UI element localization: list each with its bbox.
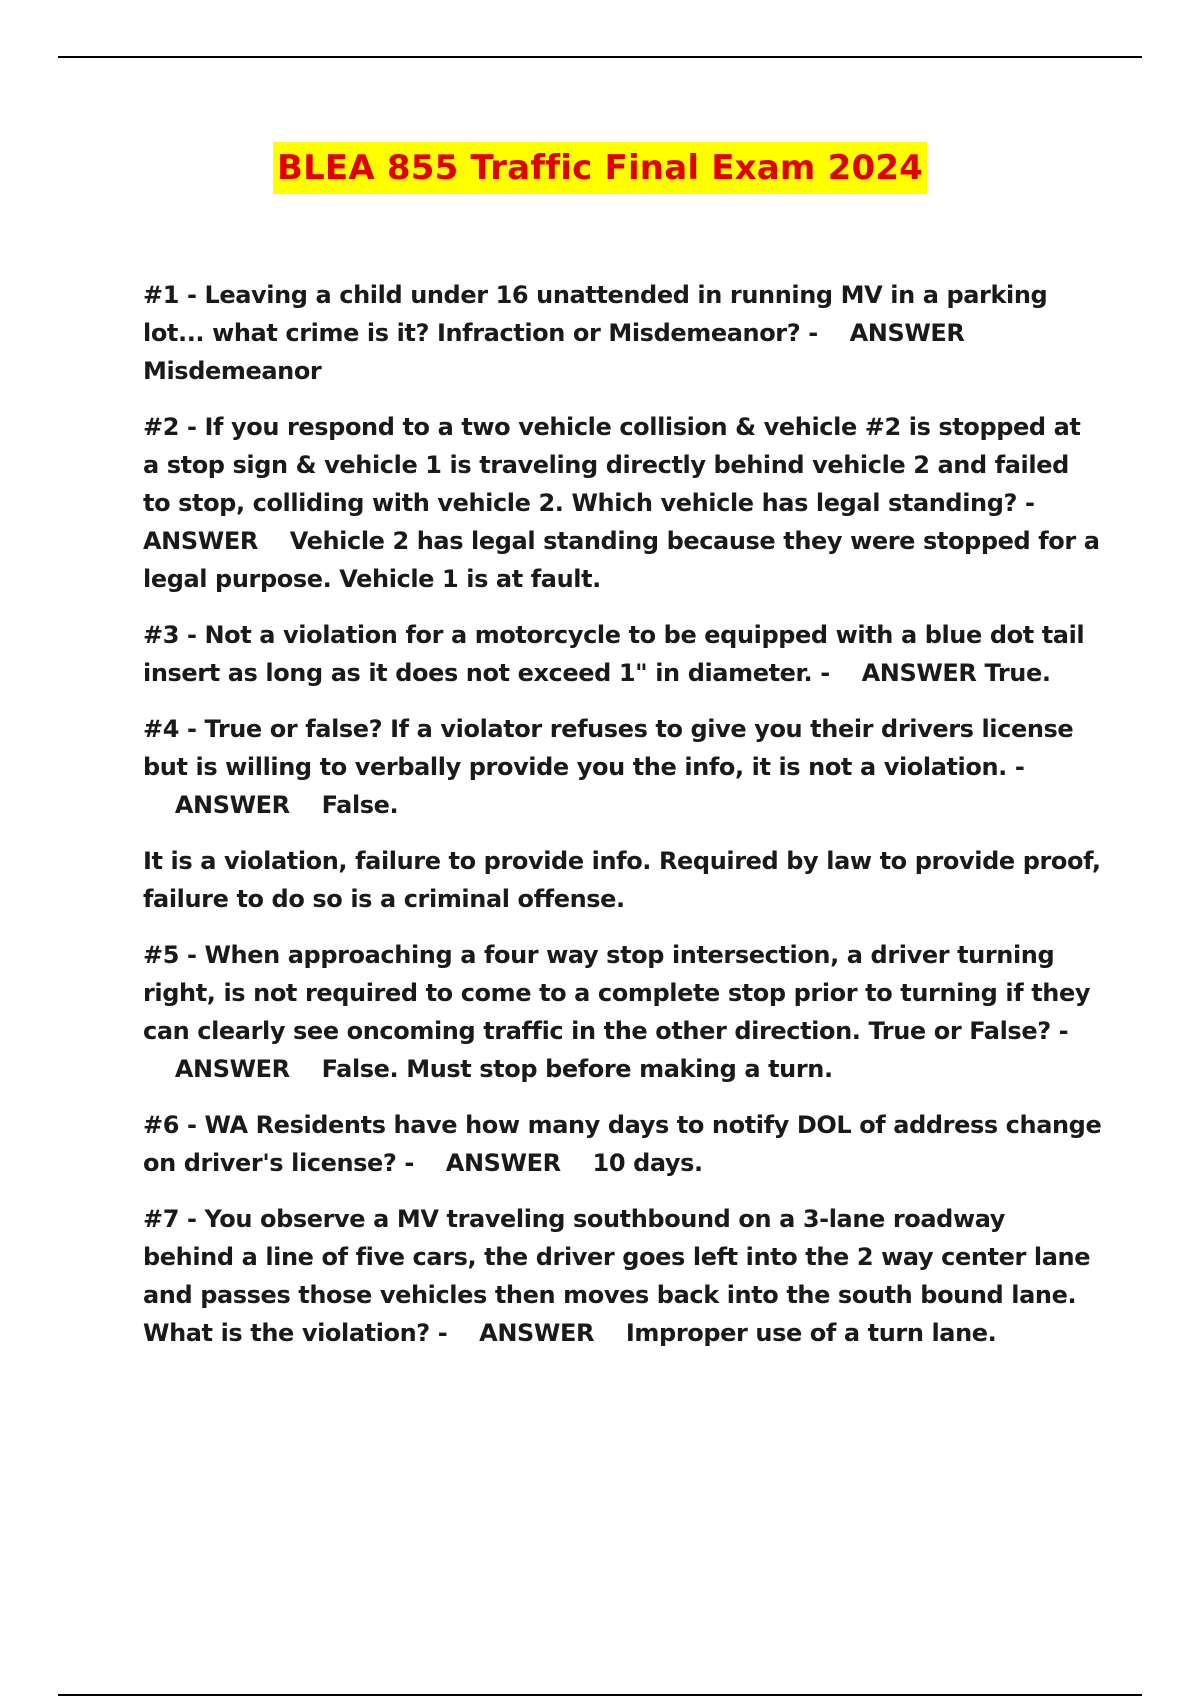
qa-item-5 (143, 936, 1103, 1088)
question-text: #6 - WA Residents have how many days to notify DOL of address change on driver's license? - (143, 1111, 1102, 1177)
answer-label: ANSWER (445, 1149, 561, 1177)
qa-item-1 (143, 276, 1103, 390)
qa-item-2 (143, 408, 1103, 598)
answer-label: ANSWER (174, 791, 290, 819)
question-text: #7 - You observe a MV traveling southbound on a 3-lane roadway behind a line of five cars, the driver goes left into the 2 way center lane and passes those vehicles then moves back into the south bound lane. What is the violation? - (143, 1205, 1091, 1347)
qa-item-4 (143, 710, 1103, 824)
bottom-divider (58, 1694, 1142, 1696)
answer-text: False. (321, 791, 399, 819)
top-divider (58, 56, 1142, 58)
title-container (0, 142, 1200, 194)
answer-text: Improper use of a turn lane. (625, 1319, 997, 1347)
question-text: #2 - If you respond to a two vehicle collision & vehicle #2 is stopped at a stop sign & vehicle 1 is traveling directly behind vehicle 2 and failed to stop, colliding with vehicle 2. Which vehicle has legal standing? - (143, 413, 1081, 517)
question-text: #5 - When approaching a four way stop intersection, a driver turning right, is not required to come to a complete stop prior to turning if they can clearly see oncoming traffic in the other direction. True or False? - (143, 941, 1091, 1045)
document-title: BLEA 855 Traffic Final Exam 2024 (273, 142, 927, 194)
qa-item-7 (143, 1200, 1103, 1352)
answer-text: 10 days. (592, 1149, 703, 1177)
answer-text: Misdemeanor (143, 357, 322, 385)
question-text: #1 - Leaving a child under 16 unattended in running MV in a parking lot... what crime is it? Infraction or Misdemeanor? - (143, 281, 1048, 347)
answer-text: True. (984, 659, 1051, 687)
question-text: #3 - Not a violation for a motorcycle to be equipped with a blue dot tail insert as long as it does not exceed 1" in diameter. - (143, 621, 1085, 687)
qa-item-6 (143, 1106, 1103, 1182)
document-body (143, 276, 1103, 1370)
qa-item-3 (143, 616, 1103, 692)
answer-text: False. Must stop before making a turn. (321, 1055, 833, 1083)
answer-label: ANSWER (143, 527, 258, 555)
explanation-note: It is a violation, failure to provide info. Required by law to provide proof, failure to do so is a criminal offense. (143, 847, 1101, 913)
answer-text: Vehicle 2 has legal standing because they were stopped for a legal purpose. Vehicle 1 is at fault. (143, 527, 1100, 593)
answer-label: ANSWER (849, 319, 965, 347)
answer-label: ANSWER (861, 659, 977, 687)
answer-label: ANSWER (479, 1319, 595, 1347)
question-text: #4 - True or false? If a violator refuses to give you their drivers license but is willing to verbally provide you the info, it is not a violation. - (143, 715, 1074, 781)
answer-label: ANSWER (174, 1055, 290, 1083)
